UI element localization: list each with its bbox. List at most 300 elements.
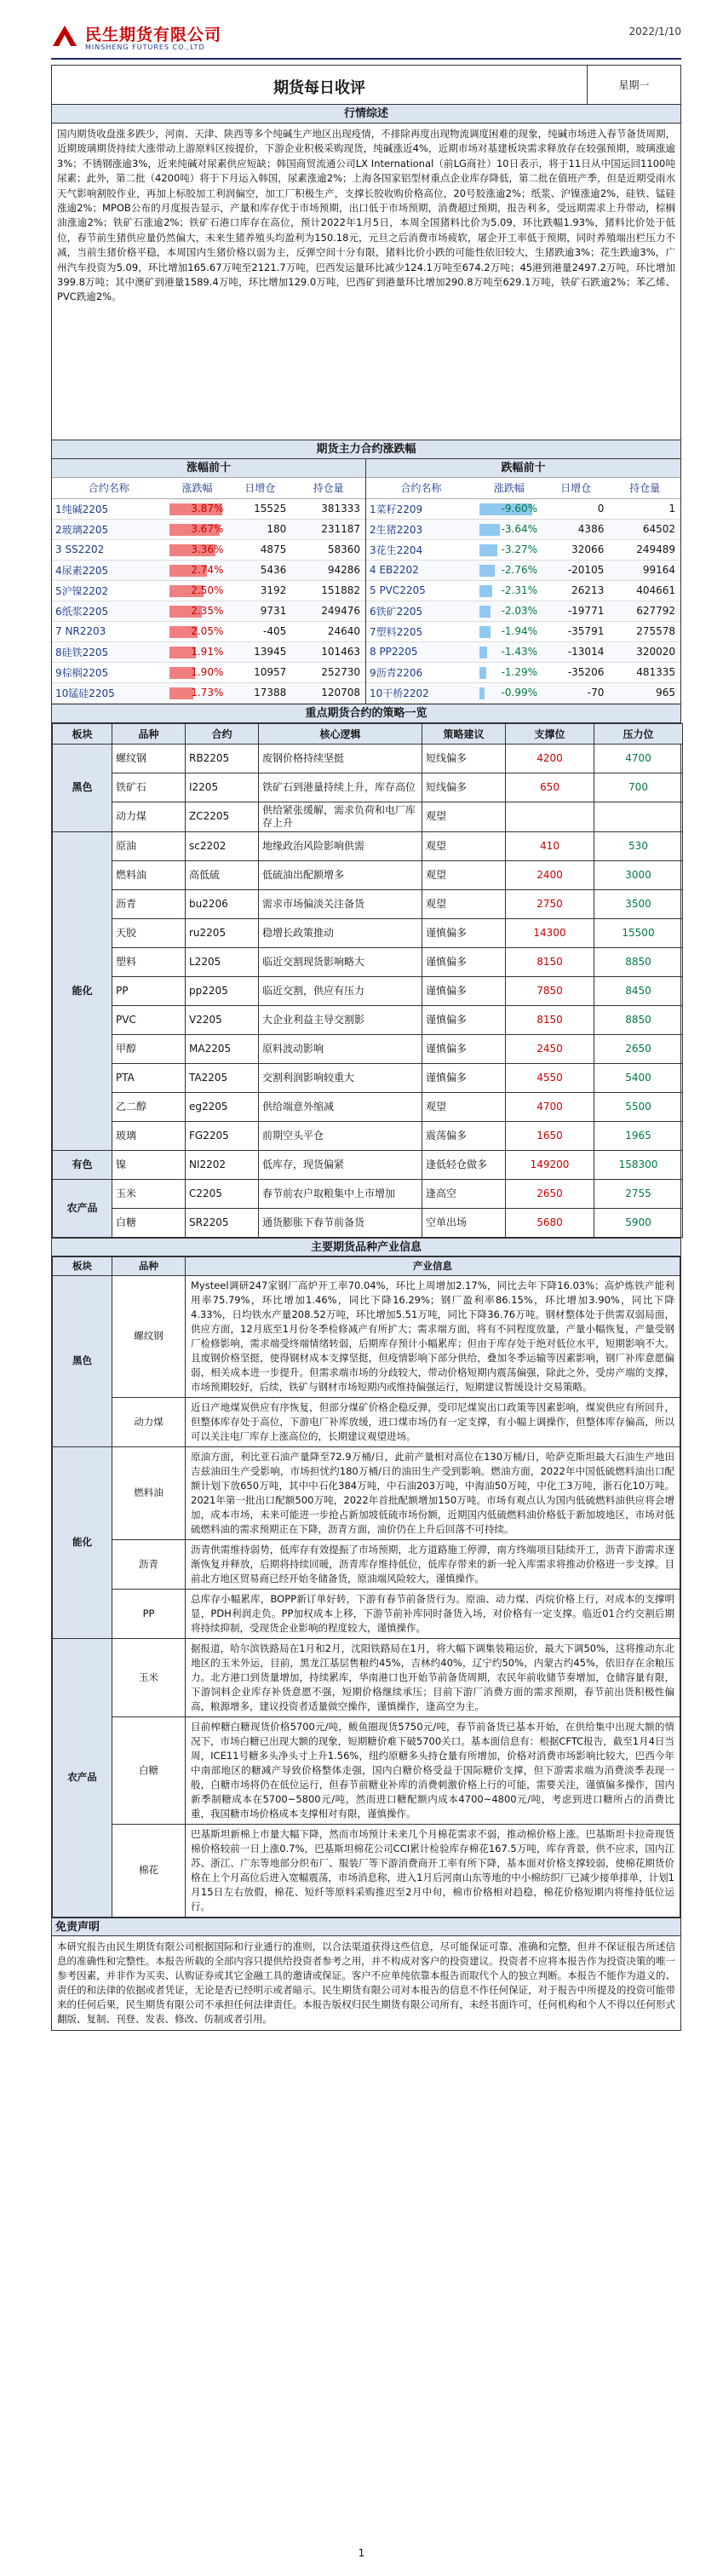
rank-row xyxy=(366,621,680,641)
resistance-cell: 5900 xyxy=(594,1208,683,1237)
change-value: -1.29% xyxy=(501,666,538,678)
strategy-table xyxy=(52,723,683,1238)
change-percent xyxy=(476,662,542,682)
contract-cell: RB2205 xyxy=(186,744,259,773)
change-percent xyxy=(166,641,229,662)
change-value: 3.67% xyxy=(191,523,224,535)
advice-cell: 谨慎偏多 xyxy=(422,1005,506,1034)
disclaimer-text: 本研究报告由民生期货有限公司根据国际和行业通行的准则，以合法渠道获得这些信息，尽可能保证可靠、准确和完整，但并不保证报告所述信息的准确性和完整性。本报告所载的全部内容只提供给投资者参考之用，并不构成对客户的投资建议。投资者不应将本报告作为投资决策的唯一参考因素，并非作为买卖、认购证券或其它金融工具的邀请或保证。客户不应单纯依靠本报告而取代个人的独立判断。本报告不能作为道义的、责任的和法律的依据或者凭证，无论是否已经明示或者暗示。民生期货有限公司对本报告的信息不作任何保证，对于报告中所提及的投资可能带来的任何后果，民生期货有限公司不承担任何法律责任。本报告版权归民生期货有限公司所有，未经书面许可，任何机构和个人不得以任何形式翻版、复制、刊登、发表、修改、仿制或者引用。 xyxy=(57,1940,675,2025)
logic-cell: 铁矿石到港量持续上升，库存高位 xyxy=(259,773,422,802)
strategy-header-row xyxy=(53,723,683,744)
variety-cell: 螺纹钢 xyxy=(112,1275,186,1397)
support-cell: 2750 xyxy=(506,889,594,918)
sector-cell: 黑色 xyxy=(53,744,112,831)
header-divider xyxy=(51,58,681,60)
strategy-row xyxy=(53,976,683,1005)
strategy-row xyxy=(53,1179,683,1208)
contract-cell: ru2205 xyxy=(186,918,259,947)
sector-cell: 黑色 xyxy=(53,1275,112,1446)
logic-cell: 稳增长政策推动 xyxy=(259,918,422,947)
ranking-heading: 期货主力合约涨跌幅 xyxy=(52,440,680,459)
gainers-panel xyxy=(52,459,366,704)
resistance-cell: 4700 xyxy=(594,744,683,773)
variety-cell: PTA xyxy=(112,1063,186,1092)
contract-cell: bu2206 xyxy=(186,889,259,918)
rank-row xyxy=(52,601,365,621)
support-cell: 8150 xyxy=(506,1005,594,1034)
strategy-row xyxy=(53,1034,683,1063)
advice-cell: 观望 xyxy=(422,802,506,831)
oi-change: 0 xyxy=(542,498,609,519)
logic-cell: 春节前农户取粮集中上市增加 xyxy=(259,1179,422,1208)
industry-heading: 主要期货品种产业信息 xyxy=(52,1238,680,1256)
gainers-header-row xyxy=(52,478,365,498)
report-title: 期货每日收评 xyxy=(273,79,365,97)
open-interest: 64502 xyxy=(609,519,680,539)
col-header: 持仓量 xyxy=(291,478,365,498)
resistance-cell: 5500 xyxy=(594,1092,683,1121)
advice-cell: 谨慎偏多 xyxy=(422,1063,506,1092)
strategy-row xyxy=(53,802,683,831)
change-percent xyxy=(166,498,229,519)
change-percent xyxy=(166,519,229,539)
gainers-title: 涨幅前十 xyxy=(52,459,365,478)
support-cell: 2450 xyxy=(506,1034,594,1063)
logic-cell: 废钢价格持续坚挺 xyxy=(259,744,422,773)
open-interest: 275578 xyxy=(609,621,680,641)
change-bar xyxy=(479,687,485,699)
change-value: 3.87% xyxy=(191,503,224,515)
rank-row xyxy=(366,539,680,560)
resistance-cell: 8850 xyxy=(594,1005,683,1034)
resistance-cell: 1965 xyxy=(594,1121,683,1150)
contract-cell: I2205 xyxy=(186,773,259,802)
open-interest: 94286 xyxy=(291,560,365,580)
change-percent xyxy=(476,621,542,641)
variety-cell: PVC xyxy=(112,1005,186,1034)
strategy-row xyxy=(53,773,683,802)
open-interest: 58360 xyxy=(291,539,365,560)
variety-cell: 乙二醇 xyxy=(112,1092,186,1121)
contract-name: 4尿素2205 xyxy=(52,560,166,580)
industry-row xyxy=(53,1824,680,1917)
rank-row xyxy=(52,641,365,662)
industry-info-cell: 沥青供需维持弱势，低库存有效提振了市场预期，北方道路施工停滞，南方终端项目陆续开工，沥青下游需求逐渐恢复并释放，后期将持续回暖，沥青库存维持低位，低库存带来的新一轮入库需求将推动价格进一步支撑。目前北方地区贸易商已经开始冬储备货，原油端风险较大，谨慎操作。 xyxy=(186,1539,680,1589)
logic-cell: 临近交割，供应有压力 xyxy=(259,976,422,1005)
change-value: -2.76% xyxy=(501,564,538,576)
contract-name: 7塑料2205 xyxy=(366,621,476,641)
change-value: -2.31% xyxy=(501,584,538,596)
advice-cell: 观望 xyxy=(422,831,506,860)
strategy-row xyxy=(53,1208,683,1237)
support-cell: 2650 xyxy=(506,1179,594,1208)
advice-cell: 震荡偏多 xyxy=(422,1121,506,1150)
col-header: 涨跌幅 xyxy=(166,478,229,498)
open-interest: 231187 xyxy=(291,519,365,539)
change-value: 1.90% xyxy=(191,666,224,678)
strategy-row xyxy=(53,947,683,976)
variety-cell: 白糖 xyxy=(112,1208,186,1237)
change-value: 2.74% xyxy=(191,564,224,576)
change-percent xyxy=(476,641,542,662)
strategy-row xyxy=(53,831,683,860)
change-percent xyxy=(166,601,229,621)
advice-cell: 观望 xyxy=(422,860,506,889)
col-header: 合约 xyxy=(186,723,259,744)
contract-cell: NI2202 xyxy=(186,1150,259,1179)
contract-name: 5沪镍2202 xyxy=(52,580,166,601)
variety-cell: 螺纹钢 xyxy=(112,744,186,773)
advice-cell: 空单出场 xyxy=(422,1208,506,1237)
contract-name: 3花生2204 xyxy=(366,539,476,560)
strategy-row xyxy=(53,1063,683,1092)
industry-table xyxy=(52,1256,680,1918)
contract-cell: MA2205 xyxy=(186,1034,259,1063)
report-date: 2022/1/10 xyxy=(628,26,681,37)
oi-change: 26213 xyxy=(542,580,609,601)
rank-row xyxy=(366,519,680,539)
losers-body xyxy=(366,498,680,703)
weekday-label: 星期一 xyxy=(587,66,680,104)
advice-cell: 短线偏多 xyxy=(422,744,506,773)
contract-cell: 高低硫 xyxy=(186,860,259,889)
change-percent xyxy=(476,601,542,621)
change-percent xyxy=(166,580,229,601)
support-cell: 650 xyxy=(506,773,594,802)
contract-name: 7 NR2203 xyxy=(52,621,166,641)
advice-cell: 逢低轻仓做多 xyxy=(422,1150,506,1179)
open-interest: 404661 xyxy=(609,580,680,601)
open-interest: 120708 xyxy=(291,682,365,703)
resistance-cell: 15500 xyxy=(594,918,683,947)
change-value: -2.03% xyxy=(501,605,538,617)
losers-panel xyxy=(366,459,680,704)
col-header: 品种 xyxy=(112,1256,186,1275)
change-value: -0.99% xyxy=(501,687,538,699)
industry-body xyxy=(53,1275,680,1917)
company-name-cn: 民生期货有限公司 xyxy=(85,26,222,44)
col-header: 日增仓 xyxy=(542,478,609,498)
contract-name: 9棕榈2205 xyxy=(52,662,166,682)
open-interest: 481335 xyxy=(609,662,680,682)
rank-row xyxy=(52,662,365,682)
change-value: -1.43% xyxy=(501,646,538,658)
open-interest: 151882 xyxy=(291,580,365,601)
losers-header-row xyxy=(366,478,680,498)
oi-change: -35791 xyxy=(542,621,609,641)
variety-cell: 铁矿石 xyxy=(112,773,186,802)
disclaimer-heading: 免责声明 xyxy=(52,1918,680,1936)
variety-cell: 玉米 xyxy=(112,1638,186,1716)
logic-cell: 原料波动影响 xyxy=(259,1034,422,1063)
gainers-body xyxy=(52,498,365,703)
contract-cell: TA2205 xyxy=(186,1063,259,1092)
resistance-cell: 8450 xyxy=(594,976,683,1005)
strategy-body xyxy=(53,744,683,1237)
change-value: -9.60% xyxy=(501,503,538,515)
sector-cell: 农产品 xyxy=(53,1638,112,1917)
sector-cell: 能化 xyxy=(53,831,112,1150)
oi-change: -35206 xyxy=(542,662,609,682)
sector-cell: 农产品 xyxy=(53,1179,112,1237)
change-value: -1.94% xyxy=(501,625,538,637)
oi-change: 32066 xyxy=(542,539,609,560)
advice-cell: 谨慎偏多 xyxy=(422,1034,506,1063)
strategy-row xyxy=(53,744,683,773)
oi-change: 180 xyxy=(228,519,291,539)
logic-cell: 前期空头平仓 xyxy=(259,1121,422,1150)
support-cell: 8150 xyxy=(506,947,594,976)
industry-info-cell: 原油方面，利比亚石油产量降至72.9万桶/日，此前产量相对高位在130万桶/日，哈萨克斯坦最大石油生产地田吉兹油田生产受影响，市场担忧约180万桶/日的油田生产受到影响。燃油方面，2022年中国低硫燃料油出口配额计划下放650万吨，其中中石化384万吨，中石油203万吨，中海油50万吨，中化工3万吨，浙石化10万吨。2021年第一批出口配额500万吨，2022年首批配额增加150万吨。市场有观点认为国内低硫燃料油供应将会增加，成本市场，未来可能进一步抢占新加坡低硫市场份额，近期国内低硫燃料油价格低于新加坡地区，市场对低硫燃料油的需求预期正在下降，沥青方面，油价仍在上升后回落不可持续。 xyxy=(186,1446,680,1539)
contract-cell: SR2205 xyxy=(186,1208,259,1237)
change-value: 1.73% xyxy=(191,687,224,699)
rank-row xyxy=(366,682,680,703)
advice-cell: 观望 xyxy=(422,889,506,918)
industry-info-cell: 总库存小幅累库，BOPP新订单好转，下游有春节前备货行为。原油、动力煤、丙烷价格上行，对成本的支撑明显，PDH利润走负。PP加权成本上移，下游节前补库同时备货入场，对价格有一定支撑。临近01合约交割后期将持续抑制，受现货企业影响的程度较大，谨慎操作。 xyxy=(186,1589,680,1638)
support-cell xyxy=(506,802,594,831)
contract-name: 2玻璃2205 xyxy=(52,519,166,539)
support-cell: 410 xyxy=(506,831,594,860)
report-frame xyxy=(51,65,681,2031)
advice-cell: 谨慎偏多 xyxy=(422,918,506,947)
variety-cell: PP xyxy=(112,976,186,1005)
change-value: -3.64% xyxy=(501,523,538,535)
rank-row xyxy=(366,662,680,682)
logic-cell: 供给端意外缩减 xyxy=(259,1092,422,1121)
contract-name: 8 PP2205 xyxy=(366,641,476,662)
change-value: 2.05% xyxy=(191,625,224,637)
industry-info-cell: 近日产地煤炭供应有序恢复，但部分煤矿价格企稳反弹，受印尼煤炭出口政策等因素影响，煤炭供应有所回升，但整体库存处于高位，下游电厂补库放缓，进口煤市场仍有一定支撑，有小幅上调操作，但整体库存偏高，所以可以关注电厂库存上涨高位的，长期建议观望进场。 xyxy=(186,1397,680,1446)
support-cell: 2400 xyxy=(506,860,594,889)
col-header: 板块 xyxy=(53,1256,112,1275)
contract-cell: V2205 xyxy=(186,1005,259,1034)
industry-row xyxy=(53,1446,680,1539)
col-header: 日增仓 xyxy=(228,478,291,498)
company-name-en: MINSHENG FUTURES CO.,LTD xyxy=(85,43,205,51)
open-interest: 965 xyxy=(609,682,680,703)
rank-row xyxy=(52,519,365,539)
resistance-cell xyxy=(594,802,683,831)
industry-row xyxy=(53,1638,680,1716)
variety-cell: 白糖 xyxy=(112,1716,186,1824)
contract-name: 1菜籽2209 xyxy=(366,498,476,519)
support-cell: 149200 xyxy=(506,1150,594,1179)
support-cell: 7850 xyxy=(506,976,594,1005)
losers-table xyxy=(366,478,680,704)
resistance-cell: 8850 xyxy=(594,947,683,976)
variety-cell: 燃料油 xyxy=(112,860,186,889)
contract-cell: pp2205 xyxy=(186,976,259,1005)
advice-cell: 短线偏多 xyxy=(422,773,506,802)
industry-row xyxy=(53,1397,680,1446)
rank-row xyxy=(366,580,680,601)
strategy-heading: 重点期货合约的策略一览 xyxy=(52,704,680,723)
rank-row xyxy=(366,641,680,662)
change-percent xyxy=(476,682,542,703)
variety-cell: 塑料 xyxy=(112,947,186,976)
change-percent xyxy=(166,682,229,703)
contract-name: 5 PVC2205 xyxy=(366,580,476,601)
col-header: 合约名称 xyxy=(366,478,476,498)
industry-info-cell: 目前榨糖白糖现货价格5700元/吨，鲅鱼圈现货5750元/吨，春节前备货已基本开始，在供给集中出现大额的情况下，市场白糖已出现大额的现象，短期糖价难下破5700关口。基本面信息有：根据CFTC报告，截至1月4日当周，ICE11号糖多头净头寸上升1.56%，纽约原糖多头持仓量有所增加，价格对消费市场影响比较大，巴西今年中南部地区的糖减产导致价格整体走强，国内白糖价格受益于国际糖价支撑，但下游需求端为消费淡季表现一般，白糖市场将仍在低位运行，但春节前糖业补库的消费刺激价格上行的可能，需要关注，谨慎偏多操作，国内新季制糖成本在5700~5800元/吨，然而进口糖配额内成本4700~4800元/吨，考虑到进口糖所占的消费比重，我国糖市场价格成本支撑相对有限，谨慎操作。 xyxy=(186,1716,680,1824)
industry-info-cell: 据报道，哈尔滨铁路局在1月和2月，沈阳铁路局在1月，将大幅下调集装箱运价，最大下调50%，这将推动东北地区的玉米外运，目前，黑龙江基层售粮约45%，吉林约40%，辽宁约50%，内蒙古约45%，依旧存在余粮压力。北方港口到货量增加，持续累库，华南港口也开始节前备货周期，农民年前收储节奏增加，仓储容量有限，下游饲料企业库存补货意愿不强，短期价格继续承压；目前下游厂消费方面的需求预期，春节前出货积极性偏高，粮源增多，建议投资者适量做空操作，谨慎操作，逢高空为主。 xyxy=(186,1638,680,1716)
strategy-row xyxy=(53,1150,683,1179)
change-percent xyxy=(476,580,542,601)
contract-name: 4 EB2202 xyxy=(366,560,476,580)
change-bar xyxy=(479,585,492,597)
col-header: 产业信息 xyxy=(186,1256,680,1275)
contract-name: 3 SS2202 xyxy=(52,539,166,560)
change-value: 2.35% xyxy=(191,605,224,617)
sector-cell: 有色 xyxy=(53,1150,112,1179)
resistance-cell: 3000 xyxy=(594,860,683,889)
contract-name: 2生猪2203 xyxy=(366,519,476,539)
change-bar xyxy=(479,667,486,679)
col-header: 合约名称 xyxy=(52,478,166,498)
rank-row xyxy=(52,580,365,601)
change-value: 2.50% xyxy=(191,584,224,596)
contract-name: 10干桥2202 xyxy=(366,682,476,703)
oi-change: 13945 xyxy=(228,641,291,662)
industry-header-row xyxy=(53,1256,680,1275)
page-header xyxy=(51,22,681,56)
rank-row xyxy=(52,621,365,641)
col-header: 策略建议 xyxy=(422,723,506,744)
resistance-cell: 2650 xyxy=(594,1034,683,1063)
rank-row xyxy=(52,560,365,580)
variety-cell: 原油 xyxy=(112,831,186,860)
variety-cell: 动力煤 xyxy=(112,802,186,831)
oi-change: -19771 xyxy=(542,601,609,621)
open-interest: 101463 xyxy=(291,641,365,662)
contract-name: 6纸浆2205 xyxy=(52,601,166,621)
variety-cell: 动力煤 xyxy=(112,1397,186,1446)
open-interest: 249476 xyxy=(291,601,365,621)
change-percent xyxy=(166,621,229,641)
industry-info-cell: 巴基斯坦新棉上市量大幅下降，然而市场预计未来几个月棉花需求不弱，推动棉价格上涨。巴基斯坦卡拉奇现货棉价格较前一日上涨0.7%，巴基斯坦棉花公司CCI累计检验库存棉花167.5万吨，库存背景，供不应求，国内江苏、浙江、广东等地部分织布厂、服装厂等下游消费商开工率有所下降，基本面对价格支撑较弱，使棉花期货价格在上个月高位后进入宽幅震荡，市场消息称，进入1月后河南山东等地的中小棉纺织厂已减少接单排单，计划1月15日左右放假，棉花、短纤等原料采购推迟至2月中旬，棉市价格相对趋稳，棉花价格短期内将维持低位运行。 xyxy=(186,1824,680,1917)
market-review-text: 国内期货收盘涨多跌少，河南、天津、陕西等多个纯碱生产地区出现疫情，不排除再度出现物流调度困难的现象，纯碱市场进入春节备货周期，近期玻璃期货持续大涨带动上游原料区按提价，下游企业积极采购现货，纯碱涨近4%，近期市场对基建板块需求释放存在较强预期，玻璃涨逾3%；不锈钢涨逾3%，近来纯碱对尿素供应短缺；韩国商贸流通公司LX International（前LG商社）10日表示，将于11日从中国运回1100吨尿素；此外，第二批（4200吨）将于下月运入韩国，尿素涨逾2%；上海各国家铝型材重点企业库存降低，第二批在值班产季，但是近期受雨水天气影响割胶作业，再加上标胶加工利润偏空，加工厂积极生产，支撑长胶收购价格高位，20号胶涨逾2%；纸浆、沪镍涨逾2%，硅铁、锰硅涨逾2%；MPOB公布的月度报告显示，产量和库存优于市场预期，出口低于市场预期，消费超过预期，报告利多，受远期需求上升带动，棕榈油涨逾2%；铁矿石涨逾2%；铁矿石港口库存在高位，预计2022年1月5日，本周全国猪料比价为5.09，环比跌幅1.93%，猪料比价处于低位，春节前生猪供应量仍然偏大，未来生猪养殖头均盈利为150.18元，元旦之后消费市场疲软，屠企开工率低于预期，同时养殖端出栏压力不减，当前生猪价格平稳，本周国内生猪价格以弱为主，反弹空间十分有限，猪料比价小跌的可能性依旧较大，生猪跌逾3%；花生跌逾3%，广州汽车投资为5.09，环比增加165.67万吨至2121.7万吨，巴西发运量环比减少124.1万吨至674.2万吨；45港到港量2497.2万吨，环比增加399.8万吨；其中澳矿到港量1589.4万吨，环比增加129.0万吨，巴西矿到港量环比增加290.8万吨至629.1万吨，铁矿石跌逾2%；苯乙烯、PVC跌逾2%。 xyxy=(52,124,680,440)
col-header: 支撑位 xyxy=(506,723,594,744)
change-percent xyxy=(166,560,229,580)
industry-row xyxy=(53,1275,680,1397)
oi-change: 4875 xyxy=(228,539,291,560)
change-percent xyxy=(476,539,542,560)
oi-change: -405 xyxy=(228,621,291,641)
variety-cell: 沥青 xyxy=(112,889,186,918)
resistance-cell: 5400 xyxy=(594,1063,683,1092)
industry-row xyxy=(53,1589,680,1638)
rank-row xyxy=(52,498,365,519)
change-percent xyxy=(476,519,542,539)
change-bar xyxy=(479,647,487,658)
support-cell: 1650 xyxy=(506,1121,594,1150)
oi-change: 10957 xyxy=(228,662,291,682)
oi-change: 4386 xyxy=(542,519,609,539)
support-cell: 4700 xyxy=(506,1092,594,1121)
advice-cell: 谨慎偏多 xyxy=(422,976,506,1005)
col-header: 核心逻辑 xyxy=(259,723,422,744)
support-cell: 14300 xyxy=(506,918,594,947)
change-bar xyxy=(479,544,497,556)
change-bar xyxy=(479,606,491,618)
logic-cell: 需求市场偏淡关注备货 xyxy=(259,889,422,918)
change-value: -3.27% xyxy=(501,543,538,555)
logic-cell: 低库存，现货偏紧 xyxy=(259,1150,422,1179)
strategy-row xyxy=(53,918,683,947)
open-interest: 99164 xyxy=(609,560,680,580)
resistance-cell: 158300 xyxy=(594,1150,683,1179)
oi-change: 3192 xyxy=(228,580,291,601)
variety-cell: 玉米 xyxy=(112,1179,186,1208)
advice-cell: 逢高空 xyxy=(422,1179,506,1208)
contract-name: 6铁矿2205 xyxy=(366,601,476,621)
change-percent xyxy=(166,662,229,682)
ranking-section xyxy=(52,459,680,704)
gainers-table xyxy=(52,478,365,704)
change-bar xyxy=(479,524,500,536)
change-bar xyxy=(479,565,495,577)
variety-cell: 燃料油 xyxy=(112,1446,186,1539)
variety-cell: 甲醇 xyxy=(112,1034,186,1063)
logic-cell: 供给紧张缓解，需求负荷和电厂库存上升 xyxy=(259,802,422,831)
industry-row xyxy=(53,1539,680,1589)
resistance-cell: 700 xyxy=(594,773,683,802)
contract-cell: sc2202 xyxy=(186,831,259,860)
oi-change: 17388 xyxy=(228,682,291,703)
advice-cell: 观望 xyxy=(422,1092,506,1121)
contract-cell: C2205 xyxy=(186,1179,259,1208)
oi-change: -13014 xyxy=(542,641,609,662)
contract-cell: eg2205 xyxy=(186,1092,259,1121)
variety-cell: 天胶 xyxy=(112,918,186,947)
variety-cell: PP xyxy=(112,1589,186,1638)
industry-row xyxy=(53,1716,680,1824)
variety-cell: 镍 xyxy=(112,1150,186,1179)
losers-title: 跌幅前十 xyxy=(366,459,680,478)
oi-change: 5436 xyxy=(228,560,291,580)
logic-cell: 地缘政治风险影响供需 xyxy=(259,831,422,860)
variety-cell: 沥青 xyxy=(112,1539,186,1589)
col-header: 持仓量 xyxy=(609,478,680,498)
logic-cell: 通货膨胀下春节前备货 xyxy=(259,1208,422,1237)
resistance-cell: 2755 xyxy=(594,1179,683,1208)
logic-cell: 交割利润影响较重大 xyxy=(259,1063,422,1092)
col-header: 板块 xyxy=(53,723,112,744)
change-bar xyxy=(479,626,491,638)
resistance-cell: 3500 xyxy=(594,889,683,918)
advice-cell: 谨慎偏多 xyxy=(422,947,506,976)
sector-cell: 能化 xyxy=(53,1446,112,1638)
col-header: 涨跌幅 xyxy=(476,478,542,498)
rank-row xyxy=(366,601,680,621)
industry-info-cell: Mysteel调研247家钢厂高炉开工率70.04%，环比上周增加2.17%，同比去年下降16.03%；高炉炼铁产能利用率75.79%，环比增加1.46%，同比下降16.29%；钢厂盈利率86.15%，环比增加3.90%，同比下降4.33%，日均铁水产量208.52万吨，环比增加5.51万吨，同比下降36.76万吨。钢材整体处于供需双弱局面，供应方面，12月底至1月份冬季检修减产有所扩大；需求端方面，将有不同程度放量，产量小幅恢复，产量受钢厂检修影响，需求端受终端情绪转弱，后期库存预计小幅累库；但由于库存处于绝对低位水平，短期影响不大。且废钢价格坚挺，使得钢材成本支撑坚挺，但疫情影响下部分供给，叠加冬季运输等因素影响，钢厂补库意愿偏弱，相关成本进一步提升。但需求端市场的分歧较大，带动价格短期内震荡偏强，除此之外，受房产端的支撑，市场预期较好，后续，铁矿与钢材市场短期内或维持偏强运行，短期建议暂缓设计交易策略。 xyxy=(186,1275,680,1397)
strategy-row xyxy=(53,1092,683,1121)
oi-change: -20105 xyxy=(542,560,609,580)
change-value: 3.36% xyxy=(191,543,224,555)
contract-name: 8硅铁2205 xyxy=(52,641,166,662)
logic-cell: 大企业利益主导交割影 xyxy=(259,1005,422,1034)
change-percent xyxy=(166,539,229,560)
open-interest: 24640 xyxy=(291,621,365,641)
market-review-heading: 行情综述 xyxy=(52,105,680,124)
support-cell: 5680 xyxy=(506,1208,594,1237)
rank-row xyxy=(366,560,680,580)
strategy-row xyxy=(53,889,683,918)
support-cell: 4550 xyxy=(506,1063,594,1092)
strategy-row xyxy=(53,1005,683,1034)
contract-name: 9沥青2206 xyxy=(366,662,476,682)
oi-change: -70 xyxy=(542,682,609,703)
